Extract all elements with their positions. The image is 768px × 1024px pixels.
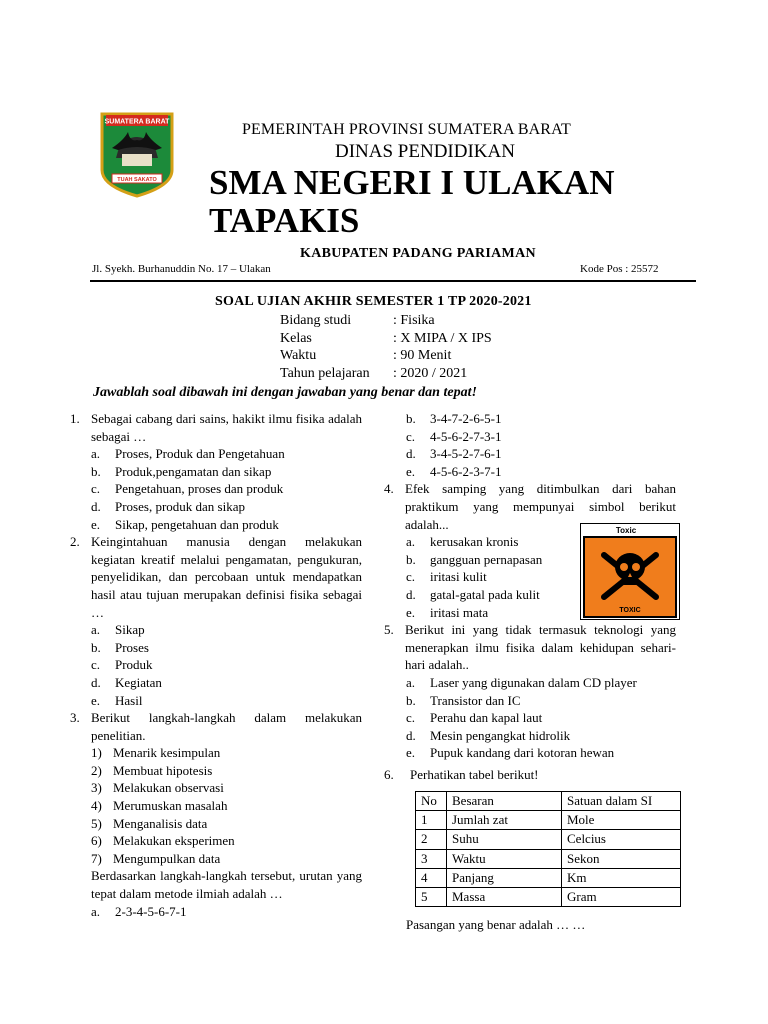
exam-title: SOAL UJIAN AKHIR SEMESTER 1 TP 2020-2021 bbox=[215, 294, 532, 309]
table-header: No bbox=[416, 792, 447, 811]
table-row bbox=[416, 887, 681, 906]
table-cell: 4 bbox=[416, 868, 447, 887]
option-letter: c. bbox=[406, 710, 416, 726]
research-step bbox=[70, 832, 362, 850]
question-6 bbox=[384, 766, 676, 784]
table-cell: Mole bbox=[562, 811, 681, 830]
option-letter: a. bbox=[406, 534, 416, 550]
option-letter: a. bbox=[406, 674, 416, 690]
table-cell: 5 bbox=[416, 887, 447, 906]
logo-text-top: SUMATERA BARAT bbox=[104, 118, 170, 126]
option bbox=[70, 480, 362, 498]
option-letter: a. bbox=[91, 903, 101, 919]
option-text: Produk bbox=[115, 657, 153, 673]
info-label: Kelas bbox=[280, 330, 312, 346]
question-number: 3. bbox=[70, 710, 80, 726]
option-text: iritasi mata bbox=[430, 604, 489, 620]
option-letter: d. bbox=[406, 446, 416, 462]
option-letter: b. bbox=[91, 639, 101, 655]
header-regency: KABUPATEN PADANG PARIAMAN bbox=[300, 246, 536, 261]
option-text: Sikap, pengetahuan dan produk bbox=[115, 516, 279, 532]
option-letter: a. bbox=[91, 622, 101, 638]
option bbox=[70, 445, 362, 463]
table-row bbox=[416, 868, 681, 887]
option-text: Proses bbox=[115, 639, 149, 655]
province-logo bbox=[98, 110, 176, 198]
table-cell: Suhu bbox=[447, 830, 562, 849]
option-letter: d. bbox=[406, 727, 416, 743]
option-text: iritasi kulit bbox=[430, 569, 487, 585]
question-number: 6. bbox=[384, 766, 394, 782]
option-letter: e. bbox=[406, 463, 416, 479]
option-letter: d. bbox=[91, 674, 101, 690]
step-text: Menarik kesimpulan bbox=[113, 745, 221, 761]
question-text: Berikut langkah-langkah dalam melakukan penelitian. bbox=[91, 710, 362, 743]
option-letter: c. bbox=[91, 481, 101, 497]
table-header: Satuan dalam SI bbox=[562, 792, 681, 811]
option-letter: c. bbox=[406, 569, 416, 585]
postal-code: Kode Pos : 25572 bbox=[580, 263, 659, 275]
table-header-row bbox=[416, 792, 681, 811]
option bbox=[70, 674, 362, 692]
option bbox=[70, 621, 362, 639]
option bbox=[70, 656, 362, 674]
step-number: 1) bbox=[91, 745, 102, 761]
logo-text-bottom: TUAH SAKATO bbox=[117, 177, 157, 183]
option-letter: b. bbox=[91, 463, 101, 479]
question-text: Keingintahuan manusia dengan melakukan kegiatan kreatif melalui pengamatan, pengukuran, penyelidikan, dan percobaan untuk mendapatkan hasil atau tujuan merupakan definisi fisika sebagai … bbox=[91, 534, 362, 620]
left-column bbox=[70, 410, 362, 920]
step-text: Melakukan observasi bbox=[113, 780, 224, 796]
question-followup: Berdasarkan langkah-langkah tersebut, urutan yang tepat dalam metode ilmiah adalah … bbox=[91, 868, 362, 902]
option-letter: b. bbox=[406, 411, 416, 426]
option-text: Produk,pengamatan dan sikap bbox=[115, 463, 272, 479]
option-letter: e. bbox=[91, 516, 101, 532]
school-address: Jl. Syekh. Burhanuddin No. 17 – Ulakan bbox=[92, 263, 271, 275]
option-text: Proses, produk dan sikap bbox=[115, 498, 245, 514]
step-number: 2) bbox=[91, 762, 102, 778]
info-row bbox=[280, 330, 492, 348]
option-text: Pupuk kandang dari kotoran hewan bbox=[430, 745, 615, 761]
option-letter: c. bbox=[406, 428, 416, 444]
info-label: Bidang studi bbox=[280, 313, 352, 328]
option bbox=[384, 744, 676, 762]
option-text: Pengetahuan, proses dan produk bbox=[115, 481, 284, 497]
question-1 bbox=[70, 410, 362, 445]
step-number: 3) bbox=[91, 780, 102, 796]
option bbox=[384, 709, 676, 727]
research-step bbox=[70, 744, 362, 762]
info-label: Tahun pelajaran bbox=[280, 365, 370, 381]
info-row bbox=[280, 312, 492, 330]
question-followup: Pasangan yang benar adalah … … bbox=[406, 917, 586, 932]
option-text: gangguan pernapasan bbox=[430, 551, 543, 567]
research-step bbox=[70, 762, 362, 780]
research-step bbox=[70, 779, 362, 797]
option-letter: b. bbox=[406, 692, 416, 708]
option-text: Transistor dan IC bbox=[430, 692, 521, 708]
option-text: Laser yang digunakan dalam CD player bbox=[430, 674, 637, 690]
table-cell: Waktu bbox=[447, 849, 562, 868]
step-text: Membuat hipotesis bbox=[113, 762, 213, 778]
table-row bbox=[416, 830, 681, 849]
info-value: : X MIPA / X IPS bbox=[393, 330, 492, 346]
info-row bbox=[280, 365, 492, 383]
quantity-table bbox=[415, 791, 681, 907]
option bbox=[70, 498, 362, 516]
step-text: Menganalisis data bbox=[113, 815, 208, 831]
option-letter: e. bbox=[406, 745, 416, 761]
header-department: DINAS PENDIDIKAN bbox=[335, 141, 515, 162]
option-text: 3-4-5-2-7-6-1 bbox=[430, 446, 502, 462]
toxic-title: Toxic bbox=[615, 526, 637, 535]
table-cell: Panjang bbox=[447, 868, 562, 887]
option-letter: c. bbox=[91, 657, 101, 673]
research-step bbox=[70, 850, 362, 868]
table-cell: Celcius bbox=[562, 830, 681, 849]
exam-instruction: Jawablah soal dibawah ini dengan jawaban yang benar dan tepat! bbox=[93, 385, 477, 400]
option-letter: e. bbox=[91, 692, 101, 708]
research-step bbox=[70, 815, 362, 833]
info-value: : 90 Menit bbox=[393, 348, 452, 363]
option-text: 4-5-6-2-3-7-1 bbox=[430, 463, 502, 479]
table-cell: Gram bbox=[562, 887, 681, 906]
table-header: Besaran bbox=[447, 792, 562, 811]
info-value: : 2020 / 2021 bbox=[393, 365, 468, 381]
option bbox=[70, 692, 362, 710]
option-text: Proses, Produk dan Pengetahuan bbox=[115, 446, 285, 462]
question-text: Perhatikan tabel berikut! bbox=[410, 766, 539, 782]
option bbox=[70, 639, 362, 657]
question-number: 4. bbox=[384, 481, 394, 497]
option bbox=[384, 674, 676, 692]
exam-info bbox=[280, 312, 492, 382]
option-text: Kegiatan bbox=[115, 674, 162, 690]
table-cell: 1 bbox=[416, 811, 447, 830]
question-5 bbox=[384, 621, 676, 674]
option bbox=[70, 516, 362, 534]
option-letter: b. bbox=[406, 551, 416, 567]
question-text: Sebagai cabang dari sains, hakikt ilmu fisika adalah sebagai … bbox=[91, 411, 362, 444]
option bbox=[384, 463, 676, 481]
question-3 bbox=[70, 709, 362, 744]
question-2 bbox=[70, 533, 362, 621]
header-government: PEMERINTAH PROVINSI SUMATERA BARAT bbox=[242, 121, 571, 138]
option bbox=[384, 445, 676, 463]
question-text: Berikut ini yang tidak termasuk teknologi yang menerapkan ilmu fisika dalam kehidupan sehari-hari adalah.. bbox=[405, 622, 676, 673]
table-row bbox=[416, 811, 681, 830]
option-text: Mesin pengangkat hidrolik bbox=[430, 727, 571, 743]
table-cell: 3 bbox=[416, 849, 447, 868]
option-text: 2-3-4-5-6-7-1 bbox=[115, 903, 187, 919]
option-letter: e. bbox=[406, 604, 416, 620]
option-letter: d. bbox=[91, 498, 101, 514]
school-name: SMA NEGERI I ULAKAN TAPAKIS bbox=[209, 163, 615, 240]
option-text: Perahu dan kapal laut bbox=[430, 710, 543, 726]
toxic-caption: TOXIC bbox=[619, 607, 641, 614]
option-letter: d. bbox=[406, 586, 416, 602]
option bbox=[70, 903, 362, 921]
question-number: 2. bbox=[70, 534, 80, 550]
option-text: gatal-gatal pada kulit bbox=[430, 586, 540, 602]
toxic-symbol-icon bbox=[580, 523, 680, 620]
step-text: Melakukan eksperimen bbox=[113, 833, 235, 849]
header-divider bbox=[90, 280, 696, 282]
table-cell: Km bbox=[562, 868, 681, 887]
step-text: Mengumpulkan data bbox=[113, 850, 221, 866]
table-cell: Massa bbox=[447, 887, 562, 906]
info-label: Waktu bbox=[280, 348, 317, 363]
question-text: Efek samping yang ditimbulkan dari bahan praktikum yang mempunyai simbol berikut adalah... bbox=[405, 481, 676, 532]
table-cell: 2 bbox=[416, 830, 447, 849]
step-number: 4) bbox=[91, 798, 102, 814]
step-text: Merumuskan masalah bbox=[113, 798, 228, 814]
option bbox=[384, 692, 676, 710]
option-letter: a. bbox=[91, 446, 101, 462]
research-step bbox=[70, 797, 362, 815]
info-row bbox=[280, 347, 492, 365]
option-text: kerusakan kronis bbox=[430, 534, 519, 550]
table-row bbox=[416, 849, 681, 868]
option bbox=[70, 463, 362, 481]
info-value: : Fisika bbox=[393, 313, 435, 328]
step-number: 6) bbox=[91, 833, 102, 849]
step-number: 5) bbox=[91, 815, 102, 831]
option-text: 4-5-6-2-7-3-1 bbox=[430, 428, 502, 444]
table-cell: Sekon bbox=[562, 849, 681, 868]
option bbox=[384, 428, 676, 446]
option bbox=[384, 727, 676, 745]
question-number: 1. bbox=[70, 411, 80, 426]
step-number: 7) bbox=[91, 850, 102, 866]
option bbox=[384, 410, 676, 428]
option-text: Hasil bbox=[115, 692, 143, 708]
table-cell: Jumlah zat bbox=[447, 811, 562, 830]
option-text: Sikap bbox=[115, 622, 145, 638]
question-number: 5. bbox=[384, 622, 394, 638]
option-text: 3-4-7-2-6-5-1 bbox=[430, 411, 502, 426]
